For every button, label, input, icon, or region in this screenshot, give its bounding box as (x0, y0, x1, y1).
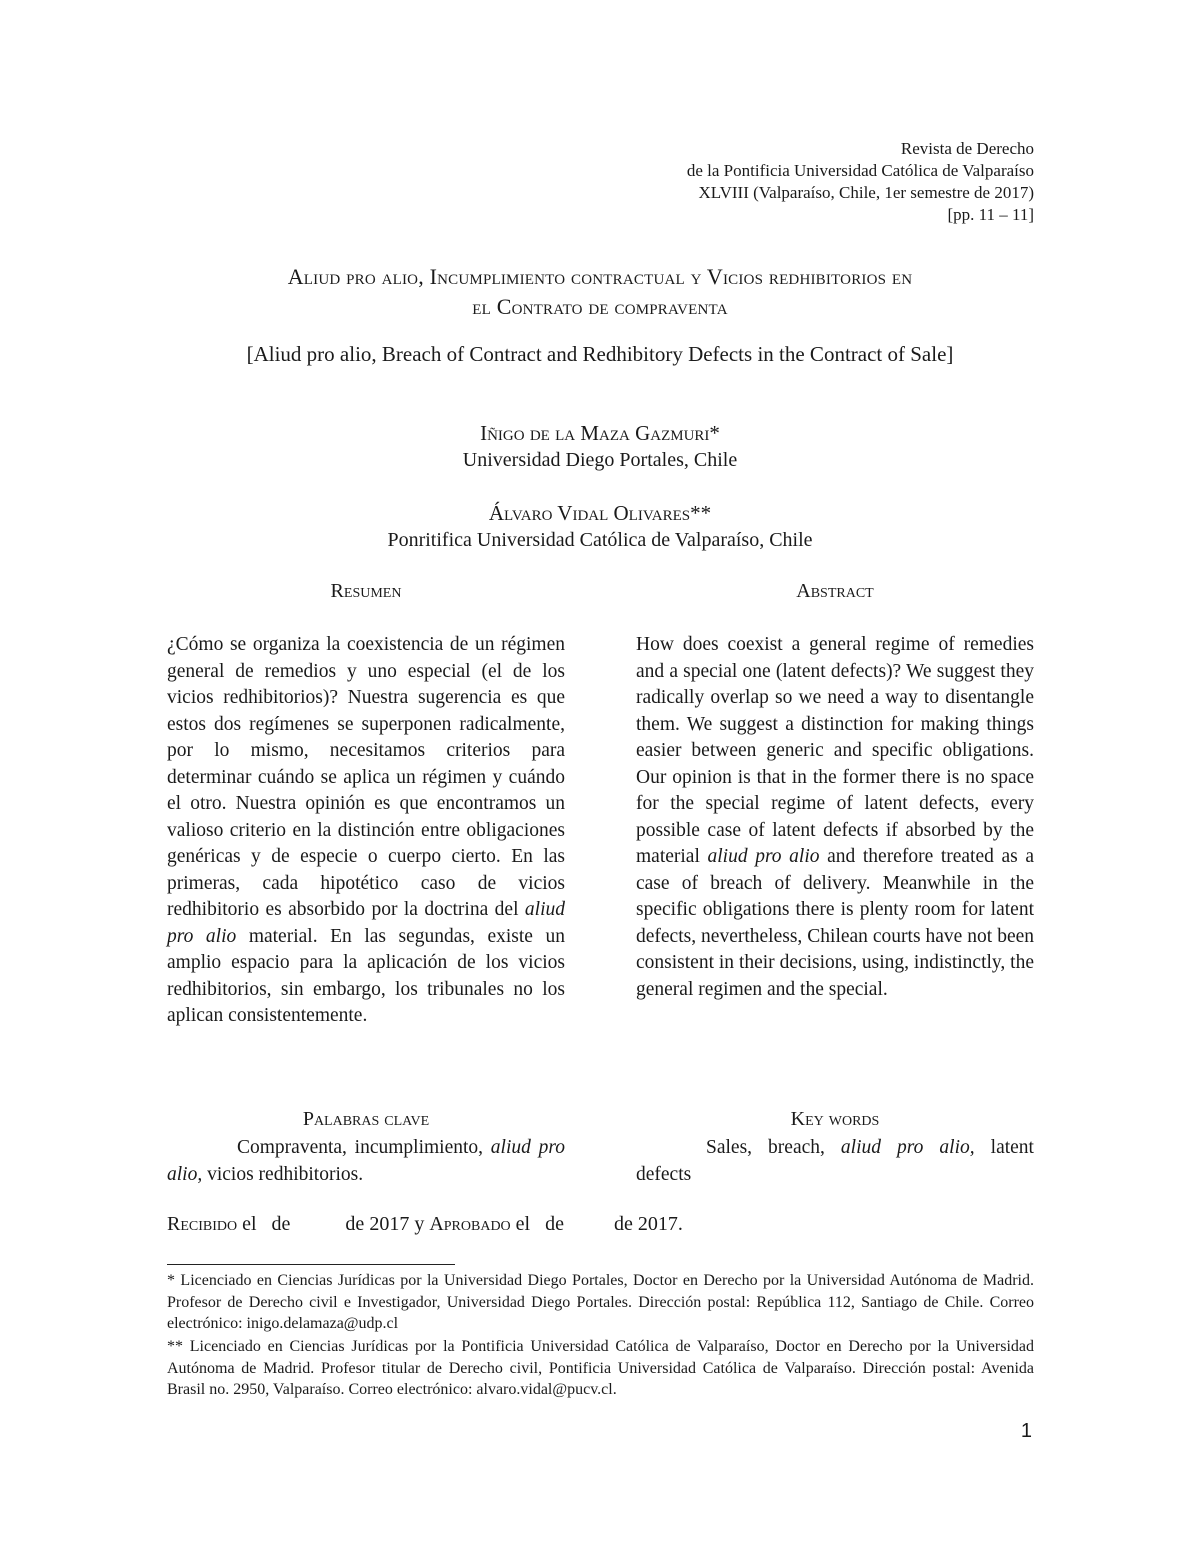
resumen-italic-term: aliud pro alio (167, 899, 565, 947)
footnote-2: ** Licenciado en Ciencias Jurídicas por la Pontificia Universidad Católica de Valparaíso, Doctor en Derecho por la Universidad Autónoma de Madrid. Profesor titular de Derecho civil, Pontificia Universidad Católica de Valparaíso. Dirección postal: Avenida Brasil no. 2950, Valparaíso. Correo electrónico: alvaro.vidal@pucv.cl. (167, 1338, 1034, 1398)
received-text: el de de 2017 y (237, 1213, 430, 1235)
keywords-es-part2: vicios redhibitorios. (202, 1163, 364, 1185)
title-line-2: el Contrato de compraventa (472, 294, 728, 319)
approved-label: Aprobado (429, 1213, 511, 1235)
abstract-text (636, 632, 1034, 1003)
resumen-text-part1: ¿Cómo se organiza la coexistencia de un régimen general de remedios y uno especial (el de los vicios redhibitorios)? Nuestra sugerencia es que estos dos regímenes se superponen radicalmente, por lo mismo, necesitamos criterios para determinar cuándo se aplica un régimen y cuándo el otro. Nuestra opinión es que encontramos un valioso criterio en la distinción entre obligaciones genéricas y de especie o cuerpo cierto. En las primeras, cada hipotético caso de vicios redhibitorio es absorbido por la doctrina del (167, 634, 565, 920)
abstract-heading: Abstract (796, 580, 874, 602)
author-name: Álvaro Vidal Olivares** (488, 501, 712, 525)
resumen-text-part2: material. En las segundas, existe un amplio espacio para la aplicación de los vicios redhibitorios, sin embargo, los tribunales no los aplican consistentemente. (167, 925, 565, 1026)
article-subtitle: [Aliud pro alio, Breach of Contract and Redhibitory Defects in the Contract of Sale] (246, 342, 954, 366)
article-title (120, 262, 1080, 322)
received-approved-line (167, 1213, 683, 1236)
keywords-es-part1: Compraventa, incumplimiento, (237, 1137, 491, 1158)
journal-pages: [pp. 11 – 11] (947, 205, 1034, 224)
abstract-text-part1: How does coexist a general regime of remedies and a special one (latent defects)? We suggest they radically overlap so we need a way to disentangle them. We suggest a distinction for making things easier between generic and specific obligations. Our opinion is that in the former there is no space for the special regime of latent defects, every possible case of latent defects if absorbed by the material (636, 634, 1034, 867)
keywords-es-italic: aliud pro alio, (167, 1137, 565, 1185)
journal-institution: de la Pontificia Universidad Católica de Valparaíso (686, 161, 1034, 180)
resumen-text (167, 632, 565, 1030)
keywords-en-heading: Key words (790, 1108, 880, 1130)
footnote-1: * Licenciado en Ciencias Jurídicas por la Universidad Diego Portales, Doctor en Derecho por la Universidad Autónoma de Madrid. Profesor de Derecho civil e Investigador, Universidad Diego Portales. Dirección postal: República 112, Santiago de Chile. Correo electrónico: inigo.delamaza@udp.cl (167, 1272, 1034, 1332)
abstract-text-part2: and therefore treated as a case of breach of delivery. Meanwhile in the specific obligations there is plenty room for latent defects, nevertheless, Chilean courts have not been consistent in their decisions, using, indistinctly, the general regimen and the special. (636, 846, 1034, 1000)
abstract-italic-term: aliud pro alio (707, 846, 820, 867)
resumen-heading: Resumen (330, 580, 402, 602)
footnote-divider (167, 1264, 455, 1265)
keywords-es-heading: Palabras clave (302, 1108, 430, 1130)
journal-name: Revista de Derecho (900, 139, 1034, 158)
author-name: Iñigo de la Maza Gazmuri* (480, 421, 720, 445)
author-block-2 (120, 500, 1080, 554)
author-affiliation: Ponritifica Universidad Católica de Valparaíso, Chile (387, 529, 813, 551)
keywords-en-part1: Sales, breach, (706, 1137, 841, 1158)
title-line-1: Aliud pro alio, Incumplimiento contractual y Vicios redhibitorios en (287, 264, 913, 289)
journal-header (514, 138, 1034, 226)
received-label: Recibido (167, 1213, 238, 1235)
author-affiliation: Universidad Diego Portales, Chile (462, 449, 738, 471)
approved-text: el de de 2017. (510, 1213, 683, 1235)
author-block-1 (120, 420, 1080, 474)
keywords-es (167, 1135, 565, 1188)
page-number: 1 (1020, 1420, 1032, 1442)
keywords-en-part2: latent defects (636, 1137, 1034, 1185)
keywords-en (636, 1135, 1034, 1188)
journal-volume: XLVIII (Valparaíso, Chile, 1er semestre de 2017) (698, 183, 1034, 202)
keywords-en-italic: aliud pro alio, (840, 1137, 975, 1158)
